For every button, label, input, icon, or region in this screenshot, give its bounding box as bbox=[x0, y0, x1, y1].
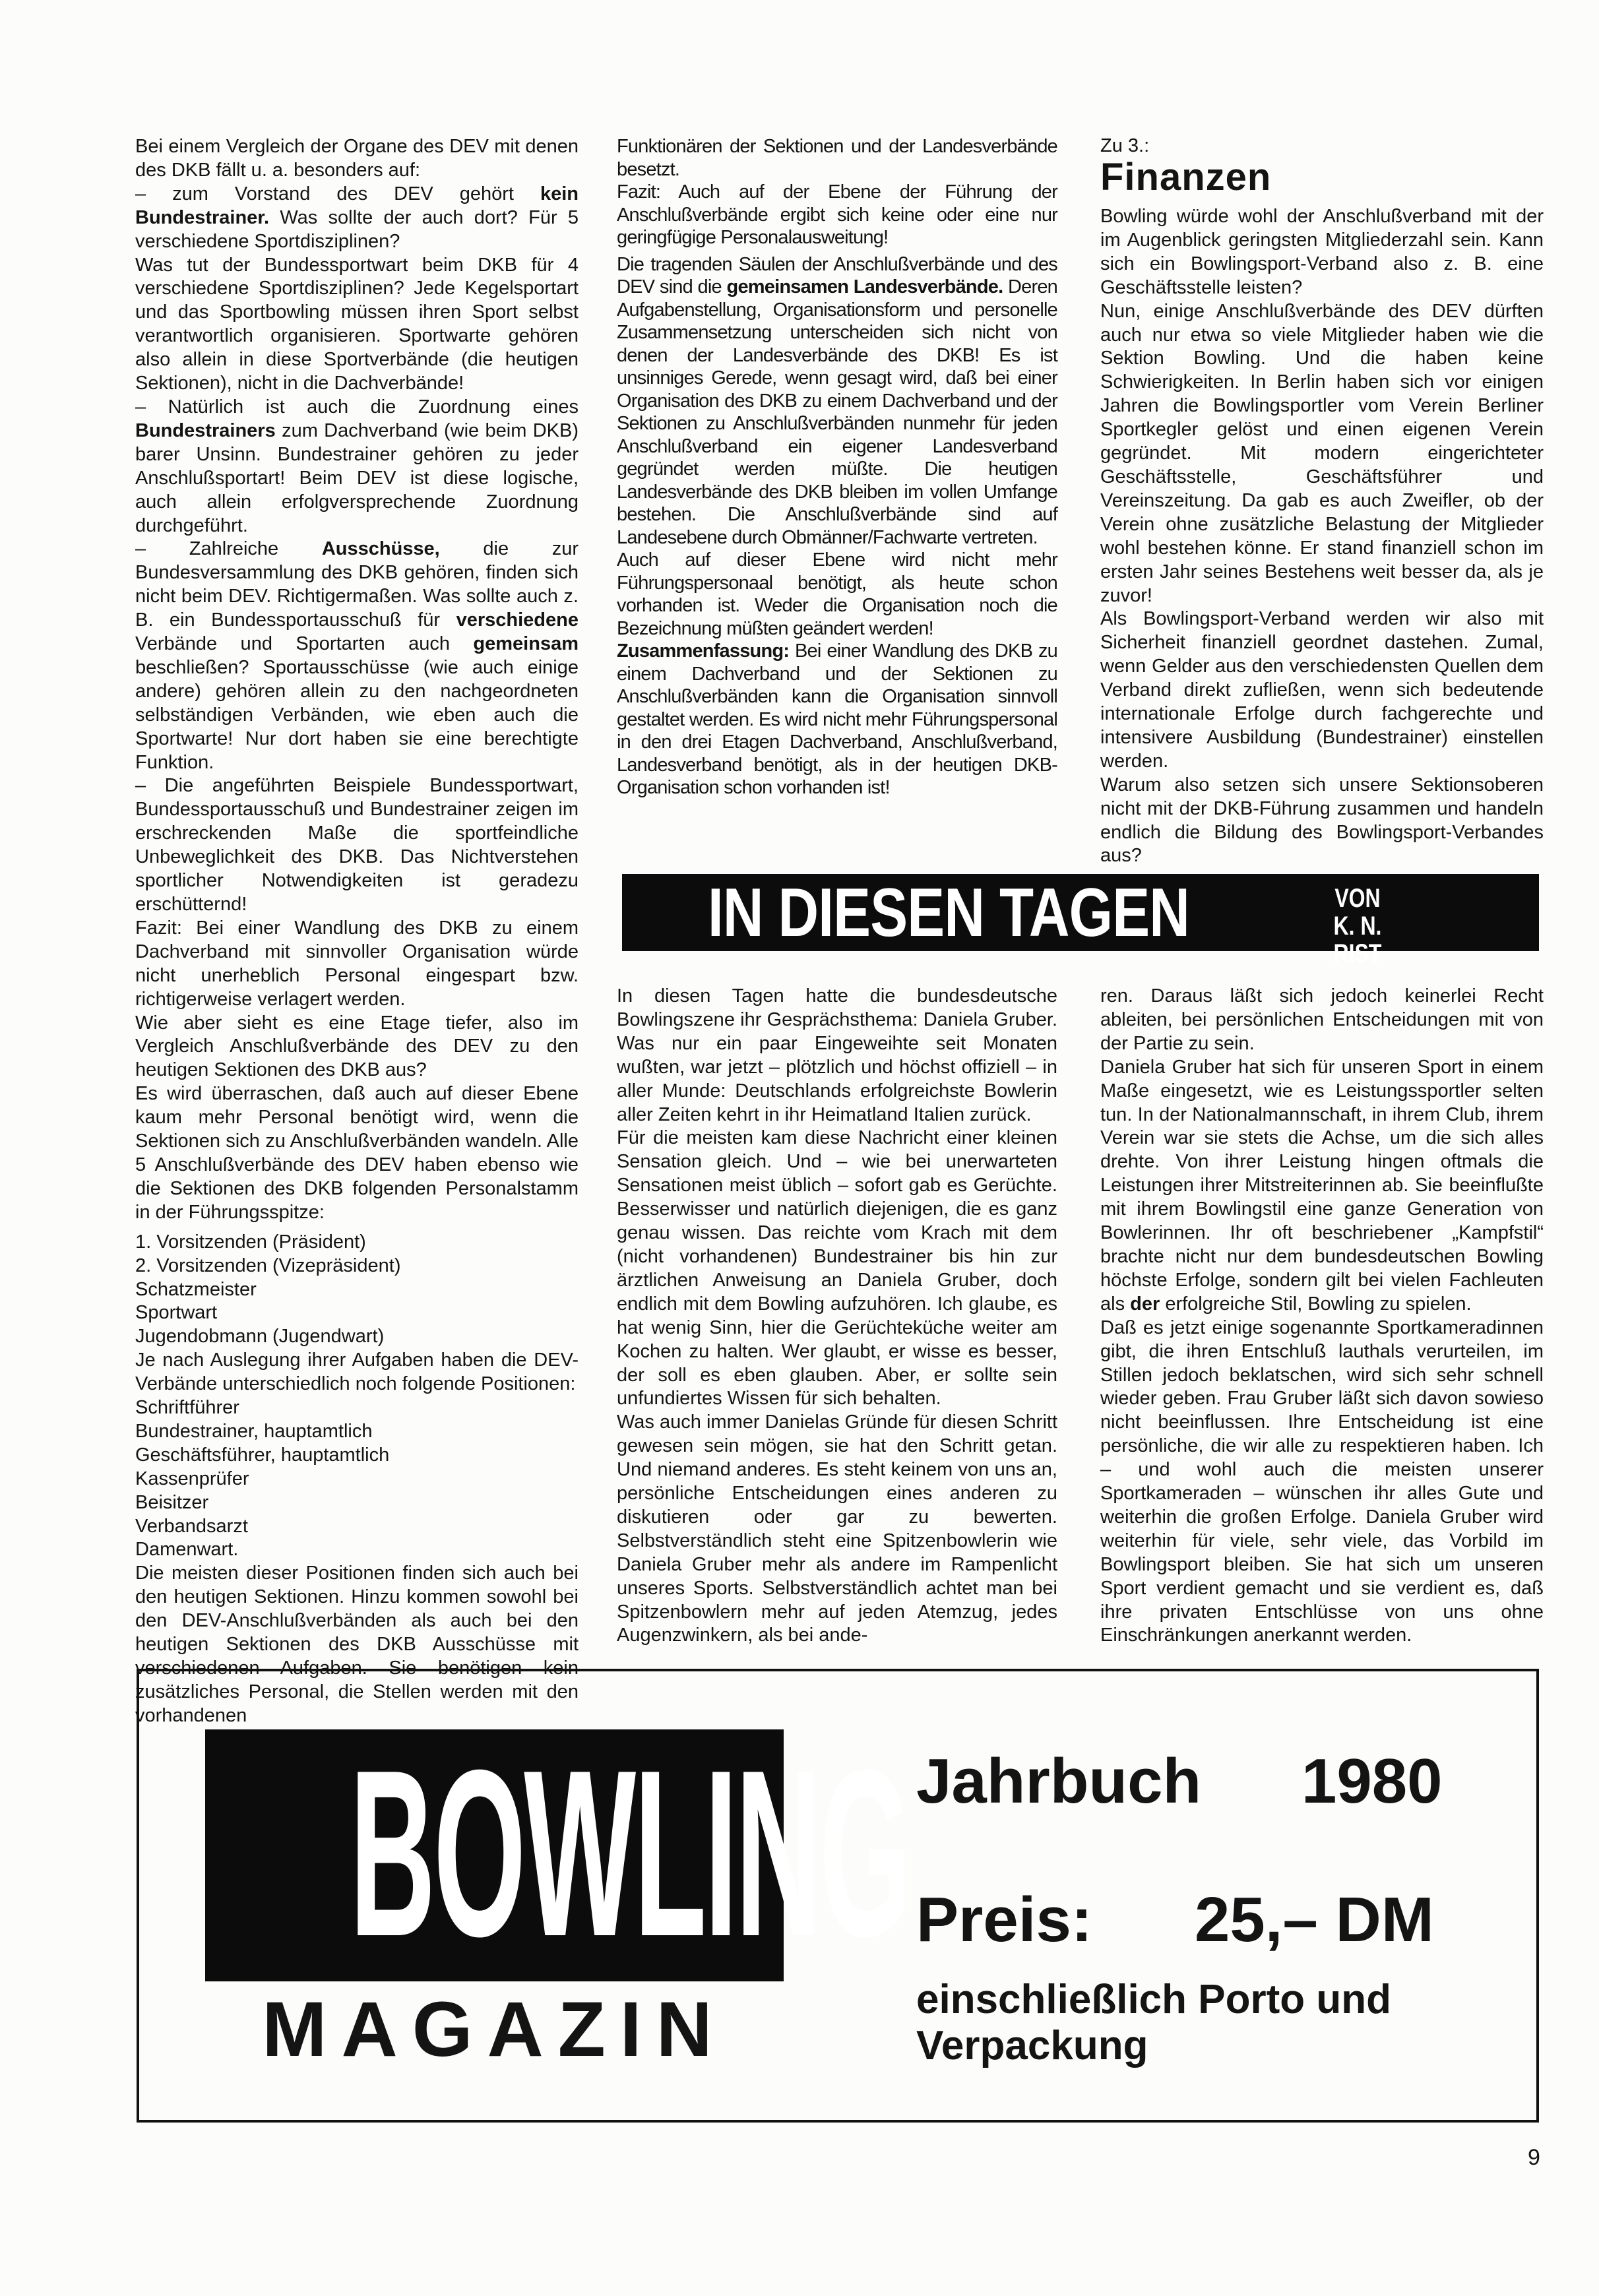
text: zum Dachverband (wie beim DKB) barer Unsinn. Bundestrainer gehören zu jeder Anschlußsportart! Beim DEV ist diese logische, auch allein erfolgversprechende Zuordnung durchgeführt. bbox=[135, 419, 579, 536]
bold-text: Ausschüsse, bbox=[321, 538, 440, 560]
paragraph bbox=[617, 985, 1057, 1127]
text: Fazit: Auch auf der Ebene der Führung der Anschlußverbände ergibt sich keine oder eine nur geringfügige Personalausweitung! bbox=[617, 181, 1057, 248]
text: Bowling würde wohl der Anschlußverband mit der im Augenblick geringsten Mitgliederzahl sein. Kann sich ein Bowlingsport-Verband also z. B. eine Geschäftsstelle leisten? bbox=[1100, 206, 1544, 298]
byline-author: K. N. RIST bbox=[1333, 912, 1382, 968]
paragraph bbox=[135, 917, 579, 1012]
ad-title: Jahrbuch bbox=[916, 1746, 1202, 1816]
paragraph bbox=[1100, 1317, 1544, 1648]
bold-text: der bbox=[1130, 1293, 1160, 1315]
text: – Natürlich ist auch die Zuordnung eines bbox=[135, 396, 579, 418]
paragraph bbox=[617, 181, 1057, 249]
advertisement-box bbox=[137, 1669, 1539, 2123]
text: Die meisten dieser Positionen finden sich auch bei den heutigen Sektionen. Hinzu kommen sowohl bei den DEV-Anschlußverbänden als auch bei den heutigen Sektionen des DKB Ausschüsse mit verschiedenen Aufgaben. Sie benötigen kein zusätzliches Personal, die Stellen werden mit den vorhandenen bbox=[135, 1563, 579, 1726]
list-item bbox=[135, 1515, 579, 1539]
bold-text: kein Bundestrainer. bbox=[135, 183, 579, 228]
text: erfolgreiche Stil, Bowling zu spielen. bbox=[1160, 1293, 1472, 1315]
list-item bbox=[135, 1538, 579, 1562]
text: Wie aber sieht es eine Etage tiefer, also im Vergleich Anschlußverbände des DEV zu den heutigen Sektionen des DKB aus? bbox=[135, 1012, 579, 1081]
text: Daß es jetzt einige sogenannte Sportkameradinnen gibt, die ihren Entschluß lauthals verurteilen, im Stillen jedoch beklatschen, wird sich sehr schnell wieder geben. Frau Gruber läßt sich davon sowieso nicht beeinflussen. Ihre Entscheidung ist eine persönliche, die wir alle zu respektieren haben. Ich – und wohl auch die meisten unserer Sportkameraden – wünschen ihr alles Gute und weiterhin die großen Erfolge. Daniela Gruber wird weiterhin für viele, sehr viele, das Vorbild im Bowlingsport bleiben. Sie hat sich um unseren Sport verdient gemacht und sie verdient es, daß ihre privaten Entschlüsse von uns ohne Einschränkungen anerkannt werden. bbox=[1100, 1317, 1544, 1646]
text: Nun, einige Anschlußverbände des DEV dürften auch nur etwa so viele Mitglieder haben wie die Sektion Bowling. Und die haben keine Schwierigkeiten. In Berlin haben sich vor einigen Jahren die Bowlingsportler vom Verein Berliner Sportkegler gelöst und einen eigenen Verein gegründet. Mit modern eingerichteter Geschäftsstelle, Geschäftsführer und Vereinszeitung. Da gab es auch Zweifler, ob der Verein ohne zusätzliche Belastung der Mitglieder wohl bestehen könne. Er stand finanziell schon im ersten Jahr seines Bestehens weit besser da, als je zuvor! bbox=[1100, 300, 1544, 606]
article-banner bbox=[622, 874, 1539, 968]
banner-byline bbox=[1318, 884, 1397, 968]
paragraph bbox=[135, 254, 579, 396]
text: Für die meisten kam diese Nachricht einer kleinen Sensation gleich. Und – wie bei unerwarteten Sensationen meist üblich – sofort gab es Gerüchte. Besserwisser und natürlich diejenigen, die es ganz genau wissen. Das reichte vom Krach mit dem (nicht vorhandenen) Bundestrainer bis hin zur ärztlichen Anweisung an Daniela Gruber, doch endlich mit dem Bowling aufzuhören. Ich glaube, es hat wenig Sinn, hier die Gerüchteküche weiter am Kochen zu halten. Wer glaubt, er wisse es besser, der soll es eben glauben. Aber, er sollte sein unfundiertes Wissen für sich behalten. bbox=[617, 1127, 1057, 1410]
paragraph bbox=[617, 253, 1057, 549]
paragraph bbox=[135, 396, 579, 538]
text: Was tut der Bundessportwart beim DKB für 4 verschiedene Sportdisziplinen? Jede Kegelsportart und das Sportbowling müssen ihren Sport selbst verantwortlich organisieren. Sportwarte gehören also allein in diese Sportverbände (die heutigen Sektionen), nicht in die Dachverbände! bbox=[135, 254, 579, 394]
text: Verbandsarzt bbox=[135, 1515, 248, 1537]
article-column-2 bbox=[617, 135, 1057, 799]
text: In diesen Tagen hatte die bundesdeutsche Bowlingszene ihr Gesprächsthema: Daniela Gruber. Was nur ein paar Eingeweihte seit Monaten wußten, war jetzt – plötzlich und höchst offiziell – in aller Munde: Deutschlands erfolgreichste Bowlerin aller Zeiten kehrt in ihr Heimatland Italien zurück. bbox=[617, 985, 1057, 1125]
text: Bei einem Vergleich der Organe des DEV mit denen des DKB fällt u. a. besonders auf: bbox=[135, 136, 579, 181]
paragraph bbox=[617, 549, 1057, 640]
bold-text: gemeinsam bbox=[473, 633, 579, 655]
paragraph bbox=[135, 538, 579, 774]
bold-text: Zusammenfassung: bbox=[617, 640, 790, 662]
paragraph bbox=[135, 1012, 579, 1083]
bold-text: Bundestrainers bbox=[135, 419, 276, 441]
text: Geschäftsführer, hauptamtlich bbox=[135, 1444, 390, 1466]
logo-text: BOWLING bbox=[350, 1721, 910, 1986]
ad-year: 1980 bbox=[1301, 1746, 1443, 1816]
paragraph bbox=[617, 135, 1057, 181]
section-heading: Finanzen bbox=[1100, 156, 1272, 199]
paragraph bbox=[617, 640, 1057, 799]
text: – Die angeführten Beispiele Bundessportwart, Bundessportausschuß und Bundestrainer zeigen im erschreckenden Maße die sportfeindliche Unbeweglichkeit des DKB. Das Nichtverstehen sportlicher Notwendigkeiten ist geradezu erschütternd! bbox=[135, 775, 579, 915]
list-item bbox=[135, 1255, 579, 1278]
paragraph bbox=[135, 1082, 579, 1224]
ad-price-label: Preis: bbox=[916, 1884, 1092, 1955]
list-item bbox=[135, 1301, 579, 1325]
text: Bundestrainer, hauptamtlich bbox=[135, 1420, 373, 1442]
text: Was sollte der auch dort? Für 5 verschiedene Sportdisziplinen? bbox=[135, 206, 579, 252]
bowling-logo bbox=[205, 1721, 910, 1986]
text: Auch auf dieser Ebene wird nicht mehr Führungspersonaal benötigt, als heute schon vorhanden ist. Weder die Organisation noch die Bezeichnung müßten geändert werden! bbox=[617, 549, 1057, 639]
logo-magazin: MAGAZIN bbox=[262, 1986, 727, 2073]
paragraph bbox=[1100, 774, 1544, 869]
paragraph bbox=[617, 1127, 1057, 1411]
page-number: 9 bbox=[1528, 2145, 1540, 2170]
paragraph bbox=[1100, 300, 1544, 608]
section-kicker: Zu 3.: bbox=[1100, 135, 1150, 156]
text: 2. Vorsitzenden (Vizepräsident) bbox=[135, 1255, 401, 1276]
text: – zum Vorstand des DEV gehört bbox=[135, 183, 540, 204]
text: Kassenprüfer bbox=[135, 1468, 249, 1489]
text: Je nach Auslegung ihrer Aufgaben haben die DEV-Verbände unterschiedlich noch folgende Positionen: bbox=[135, 1350, 579, 1395]
ad-note-line2: Verpackung bbox=[916, 2023, 1148, 2068]
text: Es wird überraschen, daß auch auf dieser Ebene kaum mehr Personal benötigt wird, wenn die Sektionen sich zu Anschlußverbänden wandeln. Alle 5 Anschlußverbände des DEV haben ebenso wie die Sektionen des DKB folgenden Personalstamm in der Führungsspitze: bbox=[135, 1083, 579, 1223]
text: Die tragenden Säulen der Anschlußverbände und des DEV sind die bbox=[617, 253, 1057, 297]
paragraph bbox=[617, 1411, 1057, 1648]
text: Damenwart. bbox=[135, 1539, 239, 1561]
list-item bbox=[135, 1396, 579, 1420]
in-diesen-tagen-column-1 bbox=[617, 985, 1057, 1648]
text: beschließen? Sportausschüsse (wie auch einige andere) gehören allein zu den nachgeordneten selbständigen Verbänden, wie eben auch die Sportwarte! Nur dort haben sie eine berechtigte Funktion. bbox=[135, 656, 579, 773]
list-item bbox=[135, 1444, 579, 1468]
paragraph bbox=[1100, 205, 1544, 300]
list-item bbox=[135, 1325, 579, 1349]
list-item bbox=[135, 1420, 579, 1444]
paragraph bbox=[135, 774, 579, 916]
text: Verbände und Sportarten auch bbox=[135, 633, 474, 655]
text: Warum also setzen sich unsere Sektionsoberen nicht mit der DKB-Führung zusammen und handeln endlich die Bildung des Bowlingsport-Verbandes aus? bbox=[1100, 774, 1544, 867]
text: Funktionären der Sektionen und der Landesverbände besetzt. bbox=[617, 136, 1057, 180]
text: – Zahlreiche bbox=[135, 538, 322, 560]
text: ren. Daraus läßt sich jedoch keinerlei Recht ableiten, bei persönlichen Entscheidungen mit von der Partie zu sein. bbox=[1100, 985, 1544, 1054]
text: Daniela Gruber hat sich für unseren Sport in einem Maße eingesetzt, wie es Leistungssportler selten tun. In der Nationalmannschaft, in ihrem Club, ihrem Verein war sie stets die Achse, um die sich alles drehte. Von ihrer Leistung hingen oftmals die Leistungen ihrer Mitstreiterinnen ab. Sie beeinflußte mit ihrem Bowlingstil eine ganze Generation von Bowlerinnen. Ihr oft beschriebener „Kampfstil“ brachte nicht nur dem bundesdeutschen Bowling höchste Erfolge, sondern gilt bei vielen Fachleuten als bbox=[1100, 1056, 1544, 1315]
paragraph bbox=[1100, 985, 1544, 1056]
text: Deren Aufgabenstellung, Organisationsform und personelle Zusammensetzung unterscheiden sich nicht von denen der Landesverbände des DKB! Es ist unsinniges Gerede, wenn gesagt wird, daß bei einer Organisation des DKB zu einem Dachverband und der Sektionen zu Anschlußverbänden nunmehr für jeden Anschlußverband ein eigener Landesverband gegründet werden müßte. Die heutigen Landesverbände des DKB bleiben im vollen Umfange bestehen. Die Anschlußverbände sind auf Landesebene durch Obmänner/Fachwarte vertreten. bbox=[617, 276, 1057, 548]
text: Fazit: Bei einer Wandlung des DKB zu einem Dachverband mit sinnvoller Organisation würde nicht unerheblich Personal eingespart bzw. richtigerweise verlagert werden. bbox=[135, 917, 579, 1010]
article-column-1 bbox=[135, 135, 579, 1728]
finanzen-column bbox=[1100, 135, 1544, 868]
text: Schriftführer bbox=[135, 1397, 239, 1419]
banner-title: IN DIESEN TAGEN bbox=[708, 875, 1190, 951]
list-item bbox=[135, 1231, 579, 1255]
text: Als Bowlingsport-Verband werden wir also mit Sicherheit finanziell geordnet dastehen. Zumal, wenn Gelder aus den verschiedensten Quellen dem Verband direkt zufließen, wenn sich bedeutende internationale Erfolge durch fachgerechte und intensivere Ausbildung (Bundestrainer) einstellen werden. bbox=[1100, 608, 1544, 772]
ad-price: 25,– DM bbox=[1195, 1884, 1434, 1955]
text: Was auch immer Danielas Gründe für diesen Schritt gewesen sein mögen, sie hat den Schritt getan. Und niemand anderes. Es steht keinem von uns an, persönliche Entscheidungen eines anderen zu diskutieren oder gar zu bewerten. Selbstverständlich steht eine Spitzenbowlerin wie Daniela Gruber mehr als andere im Rampenlicht unseres Sports. Selbstverständlich achtet man bei Spitzenbowlern mehr auf jeden Atemzug, jedes Augenzwinkern, als bei ande- bbox=[617, 1412, 1057, 1646]
list-item bbox=[135, 1491, 579, 1515]
bold-text: gemeinsamen Landesverbände. bbox=[726, 276, 1003, 297]
text: Sportwart bbox=[135, 1302, 218, 1324]
in-diesen-tagen-column-2 bbox=[1100, 985, 1544, 1648]
paragraph bbox=[135, 135, 579, 183]
text: die zur Bundesversammlung des DKB gehören, finden sich nicht beim DEV. Richtigermaßen. Was sollte auch z. B. ein Bundessportausschuß für bbox=[135, 538, 579, 631]
paragraph bbox=[1100, 1056, 1544, 1317]
list-item bbox=[135, 1278, 579, 1302]
finanzen-body bbox=[1100, 205, 1544, 868]
byline-von: VON bbox=[1334, 884, 1381, 913]
ad-note-line1: einschließlich Porto und bbox=[916, 1977, 1391, 2022]
text: Beisitzer bbox=[135, 1491, 209, 1513]
paragraph bbox=[135, 183, 579, 254]
paragraph bbox=[135, 1349, 579, 1396]
text: Jugendobmann (Jugendwart) bbox=[135, 1326, 385, 1348]
list-item bbox=[135, 1468, 579, 1491]
paragraph bbox=[1100, 607, 1544, 773]
text: Schatzmeister bbox=[135, 1278, 257, 1300]
text: Bei einer Wandlung des DKB zu einem Dachverband und der Sektionen zu Anschlußverbänden kann die Organisation sinnvoll gestaltet werden. Es wird nicht mehr Führungspersonal in den drei Etagen Dachverband, Anschlußverband, Landesverband benötigt, als in der heutigen DKB-Organisation schon vorhanden ist! bbox=[617, 640, 1057, 798]
bold-text: verschiedene bbox=[456, 609, 579, 631]
text: 1. Vorsitzenden (Präsident) bbox=[135, 1231, 366, 1253]
